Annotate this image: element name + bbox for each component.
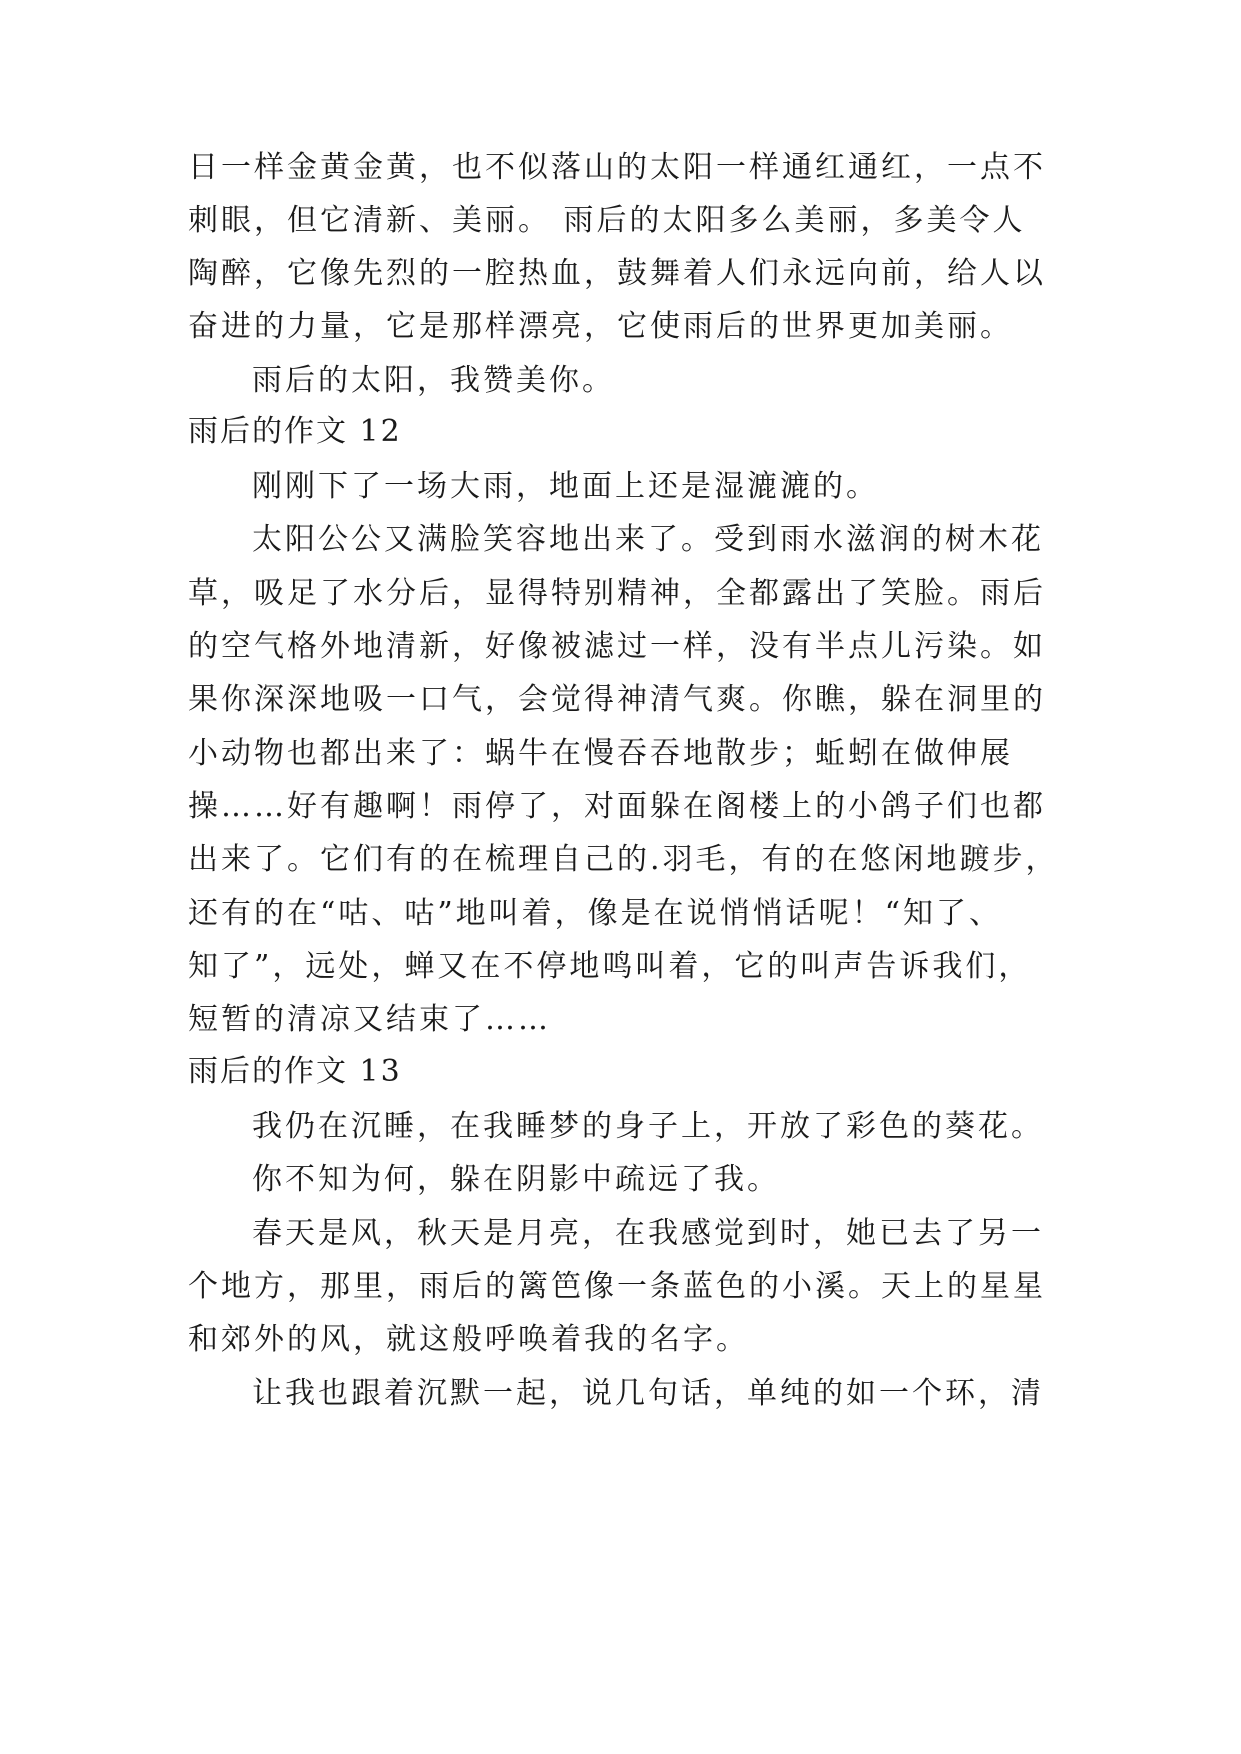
section-heading: 雨后的作文 12 [188,414,402,449]
paragraph-line: 你不知为何，躲在阴影中疏远了我。 [252,1162,780,1197]
paragraph-line: 雨后的太阳，我赞美你。 [252,363,615,398]
paragraph-line: 还有的在“咕、咕”地叫着，像是在说悄悄话呢！“知了、 [188,896,1003,931]
section-heading: 雨后的作文 13 [188,1054,402,1089]
paragraph-line: 陶醉，它像先烈的一腔热血，鼓舞着人们永远向前，给人以 [188,256,1046,291]
paragraph-line: 日一样金黄金黄，也不似落山的太阳一样通红通红，一点不 [188,150,1046,185]
paragraph-line: 刚刚下了一场大雨，地面上还是湿漉漉的。 [252,469,879,504]
paragraph-line: 草，吸足了水分后，显得特别精神，全都露出了笑脸。雨后 [188,576,1046,611]
paragraph-line: 奋进的力量，它是那样漂亮，它使雨后的世界更加美丽。 [188,309,1013,344]
paragraph-line: 刺眼，但它清新、美丽。 雨后的太阳多么美丽，多美令人 [188,203,1026,238]
paragraph-line: 小动物也都出来了：蜗牛在慢吞吞地散步；蚯蚓在做伸展 [188,736,1013,771]
paragraph-line: 短暂的清凉又结束了…… [188,1002,551,1037]
paragraph-line: 春天是风，秋天是月亮，在我感觉到时，她已去了另一 [252,1216,1044,1251]
paragraph-line: 果你深深地吸一口气，会觉得神清气爽。你瞧，躲在洞里的 [188,682,1046,717]
paragraph-line: 和郊外的风，就这般呼唤着我的名字。 [188,1322,749,1357]
paragraph-line: 的空气格外地清新，好像被滤过一样，没有半点儿污染。如 [188,629,1046,664]
paragraph-line: 让我也跟着沉默一起，说几句话，单纯的如一个环，清 [252,1376,1044,1411]
paragraph-line: 操……好有趣啊！雨停了，对面躲在阁楼上的小鸽子们也都 [188,789,1046,824]
paragraph-line: 我仍在沉睡，在我睡梦的身子上，开放了彩色的葵花。 [252,1109,1044,1144]
paragraph-line: 知了”，远处，蝉又在不停地鸣叫着，它的叫声告诉我们， [188,949,1032,984]
paragraph-line: 出来了。它们有的在梳理自己的.羽毛，有的在悠闲地踱步， [188,842,1059,877]
paragraph-line: 太阳公公又满脸笑容地出来了。受到雨水滋润的树木花 [252,522,1044,557]
paragraph-line: 个地方，那里，雨后的篱笆像一条蓝色的小溪。天上的星星 [188,1269,1046,1304]
